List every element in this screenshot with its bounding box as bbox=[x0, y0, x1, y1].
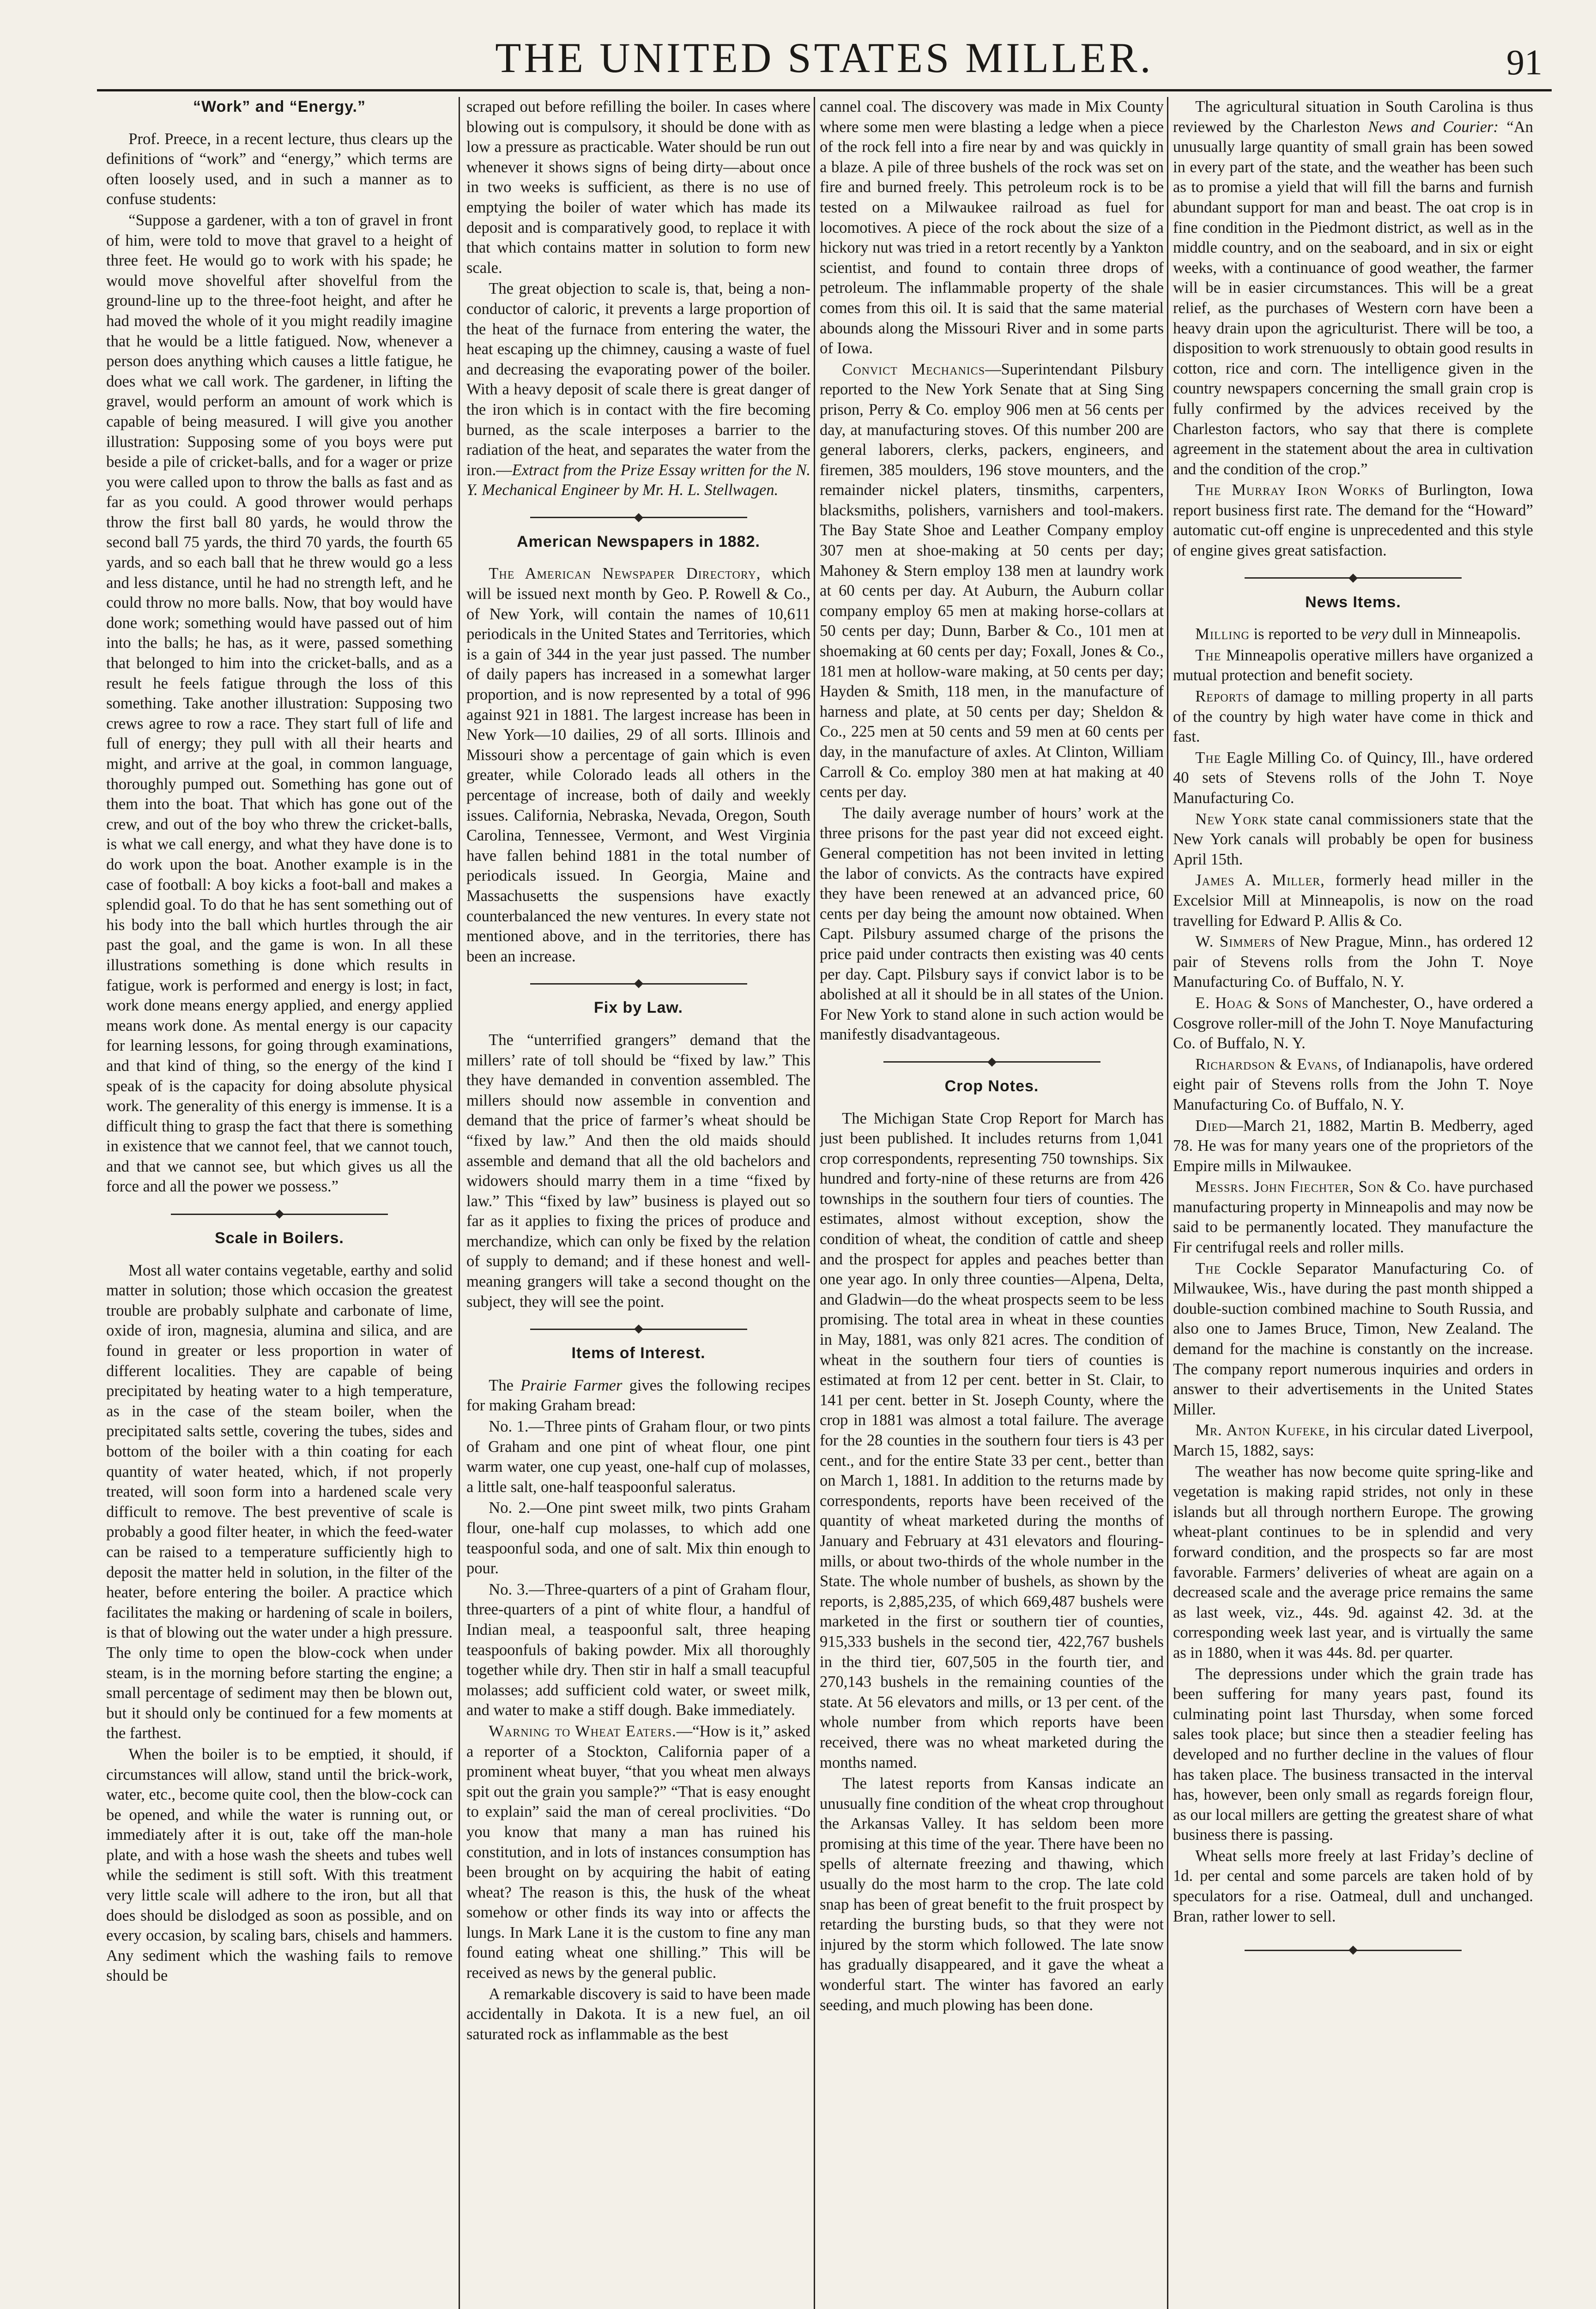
news-item bbox=[1173, 687, 1533, 747]
article-paragraph: scraped out before refilling the boiler. In cases where blowing out is compulsory, it should be done with as low a pressure as practicable. Water should be run out whenever it shows signs of being dirty—about once in two weeks is sufficient, as there is no use of emptying the boiler of water which has made its deposit and is comparatively good, to replace it with that which contains matter in solution to form new scale. bbox=[466, 98, 810, 277]
paragraph-text: Cockle Separator Manufacturing Co. of Milwaukee, Wis., have during the past month shipped a double-suction combined machine to South Russia, and also one to James Bruce, Timon, New Zealand. The demand for the machine is constantly on the increase. The company report numerous inquiries and orders in answer to their advertisements in the United States Miller. bbox=[1173, 1259, 1533, 1418]
publication-name: News and Courier: bbox=[1368, 118, 1499, 136]
news-item bbox=[1173, 993, 1533, 1054]
news-item bbox=[1173, 1055, 1533, 1115]
article-paragraph: Wheat sells more freely at last Friday’s decline of 1d. per cental and some parcels are taken hold of by speculators for a rise. Oatmeal, dull and unchanged. Bran, rather lower to sell. bbox=[1173, 1847, 1533, 1925]
lead-in: The American Newspaper Directory, bbox=[489, 565, 761, 583]
news-item bbox=[1173, 624, 1533, 645]
lead-in: Milling bbox=[1195, 625, 1250, 643]
article-paragraph: “Suppose a gardener, with a ton of gravel in front of him, were told to move that gravel to a height of three feet. He would go to work with his spade; he would move shovelful after shovelful from the ground-line up to the three-foot height, and after he had moved the whole of it you might readily imagine that he would be a little fatigued. Now, whenever a person does anything which causes a little fatigue, he does what we call work. The gardener, in lifting the gravel, would perform an amount of work which is capable of being measured. I will give you another illustration: Supposing some of you boys were put beside a pile of cricket-balls, and for a wager or prize you were called upon to throw the balls as fast and as far as you could. A good thrower would perhaps throw the first ball 80 yards, he would throw the second ball 75 yards, the third 70 yards, the fourth 65 yards, and so each ball that he threw would go a less and less distance, until he had no strength left, and he could throw no more balls. Now, that boy would have done work; something would have passed out of him into the balls; he has, as it were, passed something that belonged to him into the cricket-balls, and as a result he feels fatigue through the loss of this something. Take another illustration: Supposing two crews agree to row a race. They start full of life and full of energy; they pull with all their hearts and might, and arrive at the goal, in common language, thoroughly pumped out. Something has gone out of them into the boat. That which has gone out of the crew, and out of the boy who threw the cricket-balls, is what we call energy, and what they have done is to do work upon the boat. Another example is in the case of football: A boy kicks a foot-ball and makes a splendid goal. To do that he has sent something out of his body into the ball which hurtles through the air past the goal, and the game is won. In all these illustrations something is done which results in fatigue, work is performed and energy is lost; in fact, work done means energy applied, and energy applied means work done. As mental energy is our capacity for learning lessons, for going through examinations, and that kind of thing, so the energy of the kind I speak of is the capacity for doing absolute physical work. The generality of this energy is immense. It is a difficult thing to grasp the fact that there is something in existence that we cannot feel, that we cannot touch, and that we cannot see, but which gives us all the force and all the power we possess.” bbox=[106, 211, 453, 1196]
article-paragraph: The latest reports from Kansas indicate an unusually fine condition of the wheat crop throughout the Arkansas Valley. It has seldom been more promising at this time of the year. There have been no spells of alternate freezing and thawing, which usually do the most harm to the crop. The late cold snap has been of great benefit to the fruit prospect by retarding the bursting buds, so that they were not injured by the storm which followed. The late snow has gradually disappeared, and it gave the wheat a wonderful start. The winter has favored an early seeding, and much plowing has been done. bbox=[820, 1775, 1164, 2014]
article-heading-work-energy: “Work” and “Energy.” bbox=[193, 98, 366, 115]
column-1 bbox=[106, 97, 453, 2309]
section-divider bbox=[820, 1057, 1164, 1067]
article-paragraph bbox=[1173, 480, 1533, 561]
article-paragraph: The depressions under which the grain trade has been suffering for many years past, found its culminating point last Thursday, when some forced sales took place; but since then a steadier feeling has developed and no further decline in the values of flour has taken place. The business transacted in the interval has, however, been only small as regards foreign flour, as our local millers are getting the greatest share of what business there is passing. bbox=[1173, 1665, 1533, 1844]
article-heading-crop: Crop Notes. bbox=[944, 1077, 1039, 1095]
article-paragraph bbox=[466, 1722, 810, 1983]
lead-in: Warning to Wheat Eaters. bbox=[489, 1722, 677, 1740]
article-paragraph: cannel coal. The discovery was made in Mix County where some men were blasting a ledge when a piece of the rock fell into a fire near by and was quickly in a blaze. A pile of three bushels of the rock was set on fire and burned freely. This petroleum rock is to be tested on a Milwaukee railroad as fuel for locomotives. A piece of the rock about the size of a hickory nut was tried in a retort recently by a Yankton scientist, and found to contain three drops of petroleum. The inflammable property of the shale comes from this oil. It is said that the same material abounds along the Missouri River and in some parts of Iowa. bbox=[820, 98, 1164, 357]
paragraph-text: of Manchester, O., have ordered a Cosgrove roller-mill of the John T. Noye Manufacturing Co. of Buffalo, N. Y. bbox=[1173, 994, 1533, 1052]
lead-in: The Murray Iron Works bbox=[1195, 481, 1385, 499]
news-item bbox=[1173, 646, 1533, 686]
article-paragraph: A remarkable discovery is said to have been made accidentally in Dakota. It is a new fuel, an oil saturated rock as inflammable as the best bbox=[466, 1985, 810, 2043]
article-heading-news: News Items. bbox=[1305, 593, 1401, 611]
paragraph-text: of damage to milling property in all parts of the country by high water have come in thick and fast. bbox=[1173, 688, 1533, 746]
paragraph-text: The agricultural situation in South Carolina is thus reviewed by the Charleston bbox=[1173, 98, 1533, 136]
paragraph-text: state canal commissioners state that the New York canals will probably be open for business April 15th. bbox=[1173, 810, 1533, 868]
article-paragraph: No. 1.—Three pints of Graham flour, or two pints of Graham and one pint of wheat flour, one pint warm water, one cup yeast, one-half cup of molasses, a little salt, one-half teaspoonful saleratus. bbox=[466, 1418, 810, 1496]
article-heading-newspapers: American Newspapers in 1882. bbox=[517, 532, 760, 550]
lead-in: Convict Mechanics bbox=[842, 360, 985, 378]
paragraph-text: The bbox=[489, 1376, 521, 1394]
column-4 bbox=[1173, 97, 1533, 2309]
article-paragraph bbox=[1173, 97, 1533, 479]
lead-in: Messrs. John Fiechter, Son & Co. bbox=[1195, 1178, 1431, 1196]
section-divider bbox=[466, 513, 810, 523]
section-divider bbox=[466, 1324, 810, 1334]
lead-in: James A. Miller, bbox=[1195, 871, 1325, 889]
paragraph-text: of New Prague, Minn., has ordered 12 pair of Stevens rolls from the John T. Noye Manufacturing Co. of Buffalo, N. Y. bbox=[1173, 933, 1533, 991]
paragraph-text: have purchased manufacturing property in Minneapolis and may now be said to be permanently located. They manufacture the Fir centrifugal reels and roller mills. bbox=[1173, 1178, 1533, 1257]
lead-in: W. Simmers bbox=[1195, 933, 1276, 951]
article-paragraph bbox=[820, 360, 1164, 803]
column-rule bbox=[459, 97, 460, 2309]
paragraph-text: Minneapolis operative millers have organized a mutual protection and benefit society. bbox=[1173, 646, 1533, 684]
article-paragraph: Most all water contains vegetable, earthy and solid matter in solution; those which occasion the greatest trouble are probably sulphate and carbonate of lime, oxide of iron, magnesia, alumina and silica, and are found in greater or less proportion in water of different localities. They are capable of being precipitated by heating water to a high temperature, as in the case of the steam boiler, when the precipitated salts settle, covering the tubes, sides and bottom of the boiler with a thin coating for each quantity of water heated, which, if not properly treated, will soon form into a hardened scale very difficult to remove. The best preventive of scale is probably a good filter heater, in which the feed-water can be raised to a temperature sufficiently high to deposit the matter held in solution, in the filter of the heater, before entering the boiler. A practice which facilitates the making or hardening of scale in boilers, is that of blowing out the water under a high pressure. The only time to open the blow-cock when under steam, is in the morning before starting the engine; a small percentage of sediment may then be blown out, but it should only be continued for a few moments at the farthest. bbox=[106, 1261, 453, 1742]
article-heading-scale: Scale in Boilers. bbox=[215, 1229, 344, 1247]
lead-in: The bbox=[1195, 749, 1221, 767]
publication-name: Prairie Farmer bbox=[520, 1376, 623, 1394]
lead-in: Mr. Anton Kufeke, bbox=[1195, 1421, 1330, 1439]
column-3 bbox=[820, 97, 1164, 2309]
column-rule bbox=[1167, 97, 1168, 2309]
lead-in: The bbox=[1195, 1259, 1221, 1277]
news-item bbox=[1173, 1177, 1533, 1257]
article-paragraph: When the boiler is to be emptied, it should, if circumstances will allow, stand until the brick-work, water, etc., become quite cool, then the blow-cock can be opened, and while the water is running out, or immediately after it is out, take off the man-hole plate, and with a hose wash the sheets and tubes well while the sediment is still soft. With this treatment very little scale will adhere to the iron, but all that does should be dislodged as soon as possible, and on every occasion, by scaling bars, chisels and hammers. Any sediment which the washing fails to remove should be bbox=[106, 1745, 453, 1985]
news-item bbox=[1173, 1116, 1533, 1177]
column-rule bbox=[814, 97, 815, 2309]
end-flourish bbox=[1173, 1945, 1533, 1955]
paragraph-text: in his circular dated Liverpool, March 15, 1882, says: bbox=[1173, 1421, 1533, 1459]
lead-in: Richardson & Evans, bbox=[1195, 1055, 1342, 1073]
masthead-title: THE UNITED STATES MILLER. bbox=[495, 34, 1154, 81]
lead-in: E. Hoag & Sons bbox=[1195, 994, 1309, 1012]
paragraph-text: “An unusually large quantity of small grain has been sowed in every part of the state, and the weather has been such as to promise a yield that will fill the barns and furnish abundant support for man and beast. The oat crop is in fine condition in the Piedmont district, as well as in the middle country, and on the seaboard, and in six or eight weeks, with a continuance of good weather, the farmer will be in easier circumstances. This will be a great relief, as the purchases of Western corn have been a heavy drain upon the agriculturist. There will be too, a disposition to work strenuously to obtain good results in cotton, rice and corn. The intelligence given in the country newspapers concerning the small grain crop is fully confirmed by the advices received by the Charleston factors, who say that there is complete agreement in the statement about the area in cultivation and the condition of the crop.” bbox=[1173, 118, 1533, 478]
paragraph-text: dull in Minneapolis. bbox=[1388, 625, 1521, 643]
article-paragraph bbox=[466, 279, 810, 501]
paragraph-text: Eagle Milling Co. of Quincy, Ill., have ordered 40 sets of Stevens rolls of the John T. Noye Manufacturing Co. bbox=[1173, 749, 1533, 807]
paragraph-text: —March 21, 1882, Martin B. Medberry, aged 78. He was for many years one of the proprietors of the Empire mills in Milwaukee. bbox=[1173, 1117, 1533, 1175]
paragraph-text: gives the following recipes for making Graham bread: bbox=[466, 1376, 810, 1414]
paragraph-text: —Superintendant Pilsbury reported to the New York Senate that at Sing Sing prison, Perry & Co. employ 906 men at 56 cents per day, at manufacturing stoves. Of this number 200 are general laborers, clerks, packers, engineers, and firemen, 385 moulders, 196 stove mounters, and the remainder nickel platers, tinsmiths, carpenters, blacksmiths, polishers, varnishers and tool-makers. The Bay State Shoe and Leather Company employ 307 men at shoe-making at 50 cents per day; Mahoney & Stern employ 138 men at laundry work at 60 cents per day. At Auburn, the Auburn collar company employ 65 men at making horse-collars at 50 cents per day; Dunn, Barber & Co., 101 men at shoemaking at 60 cents per day; Foxall, Jones & Co., 181 men at hollow-ware making, at 50 cents per day; Hayden & Smith, 118 men, in the manufacture of harness and plate, at 50 cents per day; Sheldon & Co., 225 men at 50 cents and 59 men at 60 cents per day, in the manufacture of axles. At Clinton, William Carroll & Co. employ 380 men at hat making at 40 cents per day. bbox=[820, 360, 1164, 801]
article-paragraph: No. 3.—Three-quarters of a pint of Graham flour, three-quarters of a pint of white flour, a handful of Indian meal, a teaspoonful salt, three heaping teaspoonfuls of baking powder. Mix all thoroughly together while dry. Then stir in half a small teacupful molasses; add sufficient cold water, or sweet milk, and water to make a stiff dough. Bake immediately. bbox=[466, 1580, 810, 1719]
paragraph-text: of Burlington, Iowa report business first rate. The demand for the “Howard” automatic cut-off engine is unprecedented and this style of engine gives great satisfaction. bbox=[1173, 481, 1533, 560]
section-divider bbox=[106, 1209, 453, 1219]
paragraph-text: formerly head miller in the Excelsior Mill at Minneapolis, is now on the road travelling for Edward P. Allis & Co. bbox=[1173, 871, 1533, 930]
news-item bbox=[1173, 810, 1533, 870]
news-item bbox=[1173, 748, 1533, 809]
article-heading-fix-law: Fix by Law. bbox=[593, 999, 683, 1017]
lead-in: New York bbox=[1195, 810, 1268, 828]
section-divider bbox=[466, 979, 810, 989]
page-number: 91 bbox=[1506, 42, 1542, 82]
paragraph-text: is reported to be bbox=[1249, 625, 1361, 643]
news-item bbox=[1173, 932, 1533, 992]
paragraph-text: The great objection to scale is, that, being a non-conductor of caloric, it prevents a large proportion of the heat of the furnace from entering the water, the heat escaping up the chimney, causing a waste of fuel and decreasing the evaporating power of the boiler. With a heavy deposit of scale there is great danger of the iron which is in contact with the fire becoming burned, as the scale interposes a barrier to the radiation of the heat, and separates the water from the iron.— bbox=[466, 280, 810, 479]
article-credit: Extract from the Prize Essay written for the N. Y. Mechanical Engineer by Mr. H. L. Stellwagen. bbox=[466, 461, 810, 499]
article-heading-items: Items of Interest. bbox=[571, 1344, 706, 1362]
lead-in: Died bbox=[1195, 1117, 1227, 1135]
news-item bbox=[1173, 1420, 1533, 1461]
section-divider bbox=[1173, 573, 1533, 583]
column-2 bbox=[466, 97, 810, 2309]
article-paragraph: The Michigan State Crop Report for March has just been published. It includes returns from 1,041 crop correspondents, representing 750 townships. Six hundred and forty-nine of these returns are from 426 townships in the southern four tiers of counties. The estimates, almost without exception, show the condition of wheat, the condition of cattle and sheep and the prospect for apples and peaches better than one year ago. In only three counties—Alpena, Delta, and Gladwin—do the wheat prospects seem to be less promising. The total area in wheat in these counties in May, 1881, was only 821 acres. The condition of wheat in the southern four tiers of counties is estimated at from 12 per cent. better in St. Clair, to 141 per cent. better in St. Joseph County, where the crop in 1881 was almost a total failure. The average for the 28 counties in the southern four tiers is 43 per cent., and for the entire State 33 per cent., better than on March 1, 1881. In addition to the returns made by correspondents, reports have been received of the quantity of wheat marketed during the months of January and February at 431 elevators and flouring-mills, or about two-thirds of the whole number in the State. The whole number of bushels, as shown by the reports, is 2,885,235, of which 669,487 bushels were marketed in the first or southern tier of counties, 915,333 bushels in the second tier, 422,767 bushels in the third tier, 607,505 in the fourth tier, and 270,143 bushels in the remaining counties of the state. At 56 elevators and mills, or 13 per cent. of the whole number from which reports have been received, there was no wheat marketed during the months named. bbox=[820, 1109, 1164, 1771]
article-paragraph: The “unterrified grangers” demand that the millers’ rate of toll should be “fixed by law.” This they have demanded in convention assembled. The millers should now assemble in convention and demand that the price of farmer’s wheat should be “fixed by law.” And then the old maids should assemble and demand that all the old bachelors and widowers should marry them in a time “fixed by law.” This “fixed by law” business is played out so far as it applies to fixing the prices of produce and merchandize, which can only be fixed by the relation of supply to demand; and if these honest and well-meaning grangers will take a second thought on the subject, they will see the point. bbox=[466, 1031, 810, 1311]
masthead bbox=[97, 31, 1552, 91]
article-paragraph: No. 2.—One pint sweet milk, two pints Graham flour, one-half cup molasses, to which add one teaspoonful soda, and one of salt. Mix thin enough to pour. bbox=[466, 1499, 810, 1578]
emphasis: very bbox=[1360, 625, 1388, 643]
lead-in: Reports bbox=[1195, 688, 1250, 706]
lead-in: The bbox=[1195, 646, 1221, 664]
paragraph-text: of Indianapolis, have ordered eight pair of Stevens rolls from the John T. Noye Manufacturing Co. of Buffalo, N. Y. bbox=[1173, 1055, 1533, 1113]
article-paragraph: The daily average number of hours’ work at the three prisons for the past year did not exceed eight. General competition has not been invited in letting the labor of convicts. As the contracts have expired they have been renewed at an advanced price, 60 cents per day being the amount now obtained. When Capt. Pilsbury assumed charge of the prisons the price paid under contracts then existing was 40 cents per day. Capt. Pilsbury says if convict labor is to be abolished at all it should be in all states of the Union. For New York to stand alone in such action would be manifestly disadvantageous. bbox=[820, 804, 1164, 1044]
paragraph-text: —“How is it,” asked a reporter of a Stockton, California paper of a prominent wheat buyer, “that you wheat men always spit out the grain you sample?” “That is easy enought to explain” said the man of cereal proclivities. “Do you know that many a man has ruined his constitution, and in lots of instances consumption has been brought on by acquiring the habit of eating wheat? The reason is this, the husk of the wheat somehow or other finds its way into or affects the lungs. In Mark Lane it is the custom to fine any man found eating wheat one shilling.” This will be received as news by the general public. bbox=[466, 1722, 810, 1982]
article-paragraph bbox=[466, 1376, 810, 1416]
article-paragraph bbox=[466, 564, 810, 967]
news-item bbox=[1173, 1259, 1533, 1420]
article-paragraph: Prof. Preece, in a recent lecture, thus clears up the definitions of “work” and “energy,” which terms are often loosely used, and in such a manner as to confuse students: bbox=[106, 130, 453, 208]
article-paragraph: The weather has now become quite spring-like and vegetation is making rapid strides, not only in these islands but all through northern Europe. The growing wheat-plant continues to be in splendid and very forward condition, and the prospects so far are most favorable. Farmers’ deliveries of wheat are again on a decreased scale and the average price remains the same as last week, viz., 44s. 9d. against 42. 3d. at the corresponding week last year, and is virtually the same as in 1880, when it was 44s. 8d. per quarter. bbox=[1173, 1463, 1533, 1662]
news-item bbox=[1173, 870, 1533, 931]
paragraph-text: which will be issued next month by Geo. P. Rowell & Co., of New York, will contain the names of 10,611 periodicals in the United States and Territories, which is a gain of 344 in the year just passed. The number of daily papers has increased in a somewhat larger proportion, and is now represented by a total of 996 against 921 in 1881. The largest increase has been in New York—10 dailies, 29 of all sorts. Illinois and Missouri show a percentage of gain which is even greater, while Colorado leads all others in the percentage of increase, both of daily and weekly issues. California, Nebraska, Nevada, Oregon, South Carolina, Tennessee, Vermont, and West Virginia have fallen behind 1881 in the total number of periodicals issued. In Georgia, Maine and Massachusetts the suspensions have exactly counterbalanced the new ventures. In every state not mentioned above, and in the territories, there has been an increase. bbox=[466, 565, 810, 965]
